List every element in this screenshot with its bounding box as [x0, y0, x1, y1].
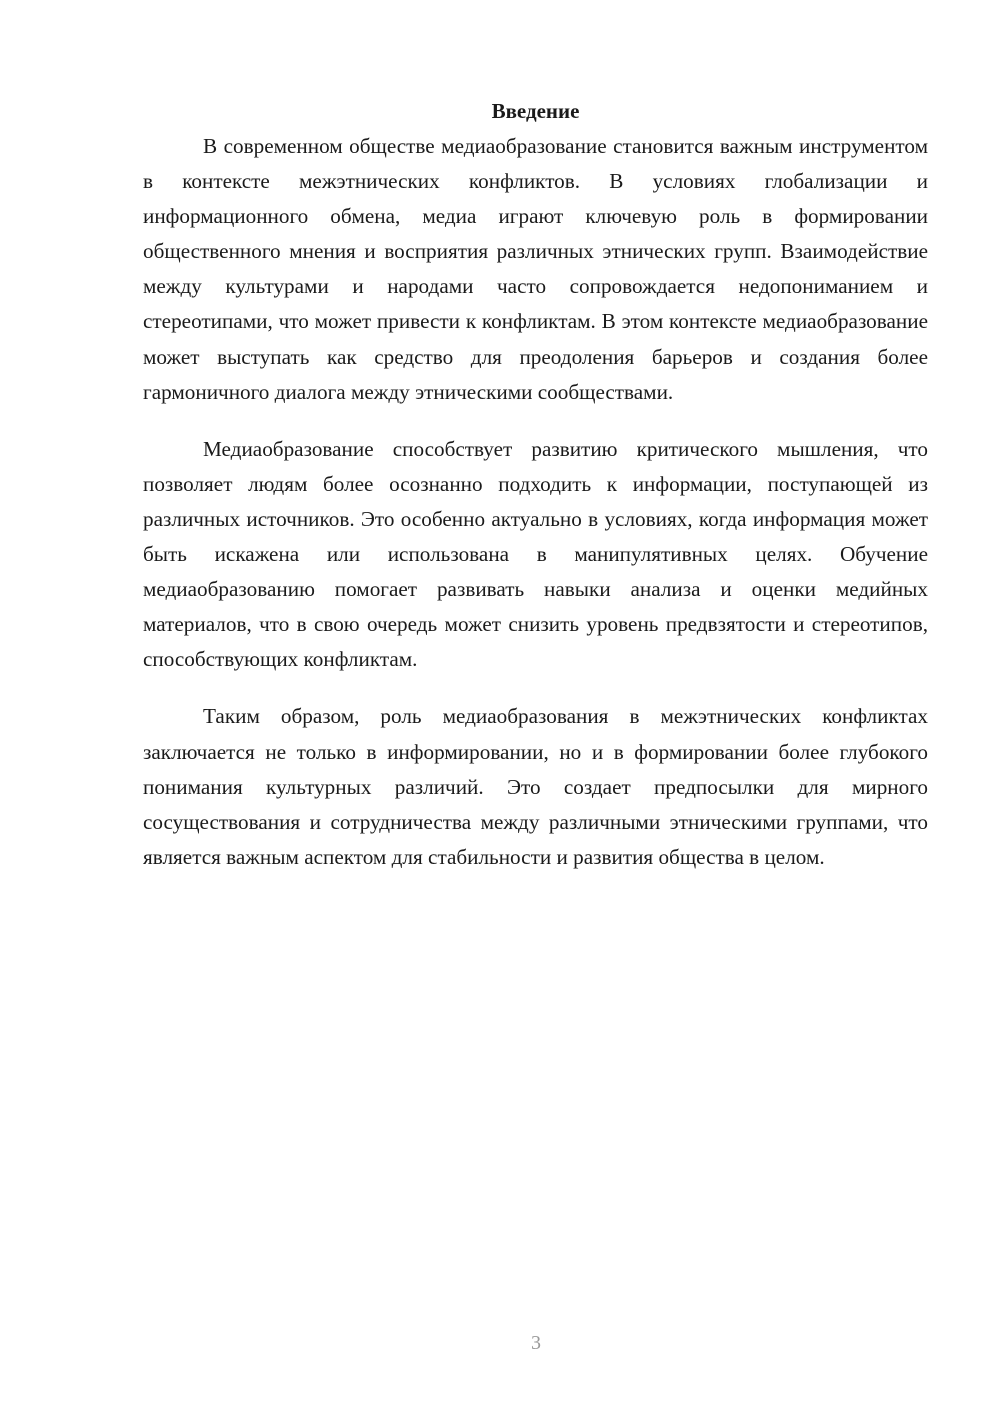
paragraph-1: В современном обществе медиаобразование становится важным инструментом в контексте межэтнических конфликтов. В условиях глобализации и информационного обмена, медиа играют ключевую роль в формировании общественного мнения и восприятия различных этнических групп. Взаимодействие между культурами и народами часто сопровождается недопониманием и стереотипами, что может привести к конфликтам. В этом контексте медиаобразование может выступать как средство для преодоления барьеров и создания более гармоничного диалога между этническими сообществами.: [143, 134, 928, 404]
paragraph-2: Медиаобразование способствует развитию критического мышления, что позволяет людям более осознанно подходить к информации, поступающей из различных источников. Это особенно актуально в условиях, когда информация может быть искажена или использована в манипулятивных целях. Обучение медиаобразованию помогает развивать навыки анализа и оценки медийных материалов, что в свою очередь может снизить уровень предвзятости и стереотипов, способствующих конфликтам.: [143, 436, 928, 672]
page-content: [143, 94, 928, 875]
page-heading: Введение: [491, 99, 580, 123]
paragraph-3: Таким образом, роль медиаобразования в межэтнических конфликтах заключается не только в информировании, но и в формировании более глубокого понимания культурных различий. Это создает предпосылки для мирного сосуществования и сотрудничества между различными этническими группами, что является важным аспектом для стабильности и развития общества в целом.: [143, 704, 928, 869]
page-number: 3: [531, 1332, 541, 1354]
